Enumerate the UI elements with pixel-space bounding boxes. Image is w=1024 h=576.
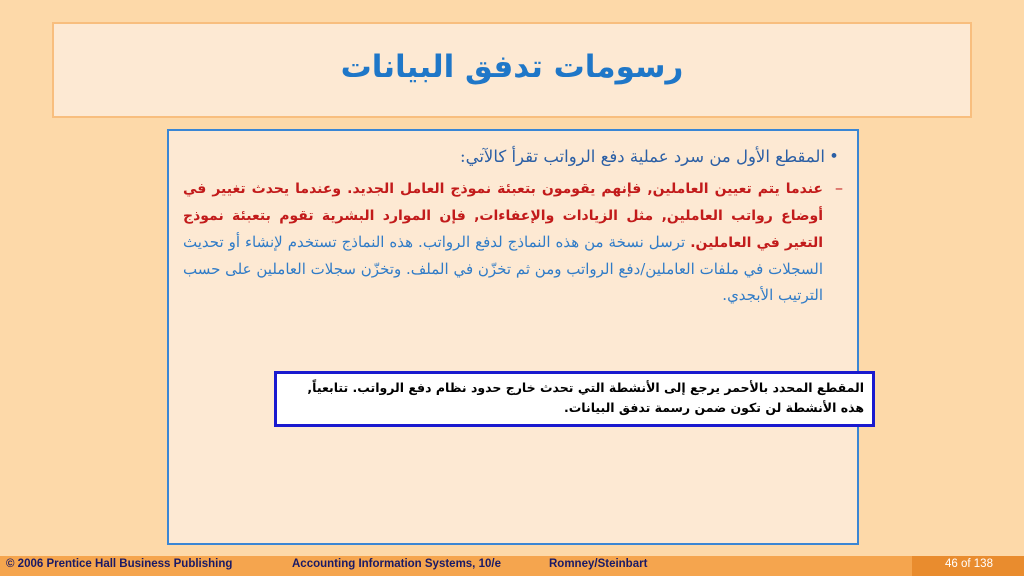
bullet-item — [179, 145, 843, 169]
blue-body-text: ترسل نسخة من هذه النماذج لدفع الرواتب. هذه النماذج تستخدم لإنشاء أو تحديث السجلات في ملفات العاملين/دفع الرواتب ومن ثم تخزّن في الملف. وتخزّن سجلات العاملين على حسب الترتيب الأبجدي. — [183, 233, 823, 304]
slide-title-box — [52, 22, 972, 118]
bullet-text: المقطع الأول من سرد عملية دفع الرواتب تقرأ كالآتي: — [460, 147, 825, 166]
slide-content-box — [167, 129, 859, 545]
footer-copyright: © 2006 Prentice Hall Business Publishing — [6, 558, 233, 570]
highlighted-red-text: عندما يتم تعيين العاملين, فإنهم يقومون بتعبئة نموذج العامل الجديد. وعندما يحدث تغيير في أوضاع رواتب العاملين, مثل الزيادات والإعفاءات, فإن الموارد البشرية تقوم بتعبئة نموذج التغير في العاملين. — [183, 181, 823, 251]
sub-bullet-paragraph — [183, 175, 843, 308]
page-number: 46 of 138 — [945, 558, 993, 570]
slide-title: رسومات تدفق البيانات — [340, 49, 684, 85]
callout-note-box — [274, 371, 875, 427]
callout-note-text: المقطع المحدد بالأحمر يرجع إلى الأنشطة التي تحدث خارج حدود نظام دفع الرواتب. تتابعياً, هذه الأنشطة لن تكون ضمن رسمة تدفق البيانات. — [307, 380, 864, 415]
footer-authors: Romney/Steinbart — [549, 558, 648, 570]
footer-bar — [0, 556, 1024, 576]
bullet-dot-icon: • — [829, 147, 839, 166]
dash-icon: – — [835, 178, 843, 197]
footer-course-title: Accounting Information Systems, 10/e — [292, 558, 501, 570]
